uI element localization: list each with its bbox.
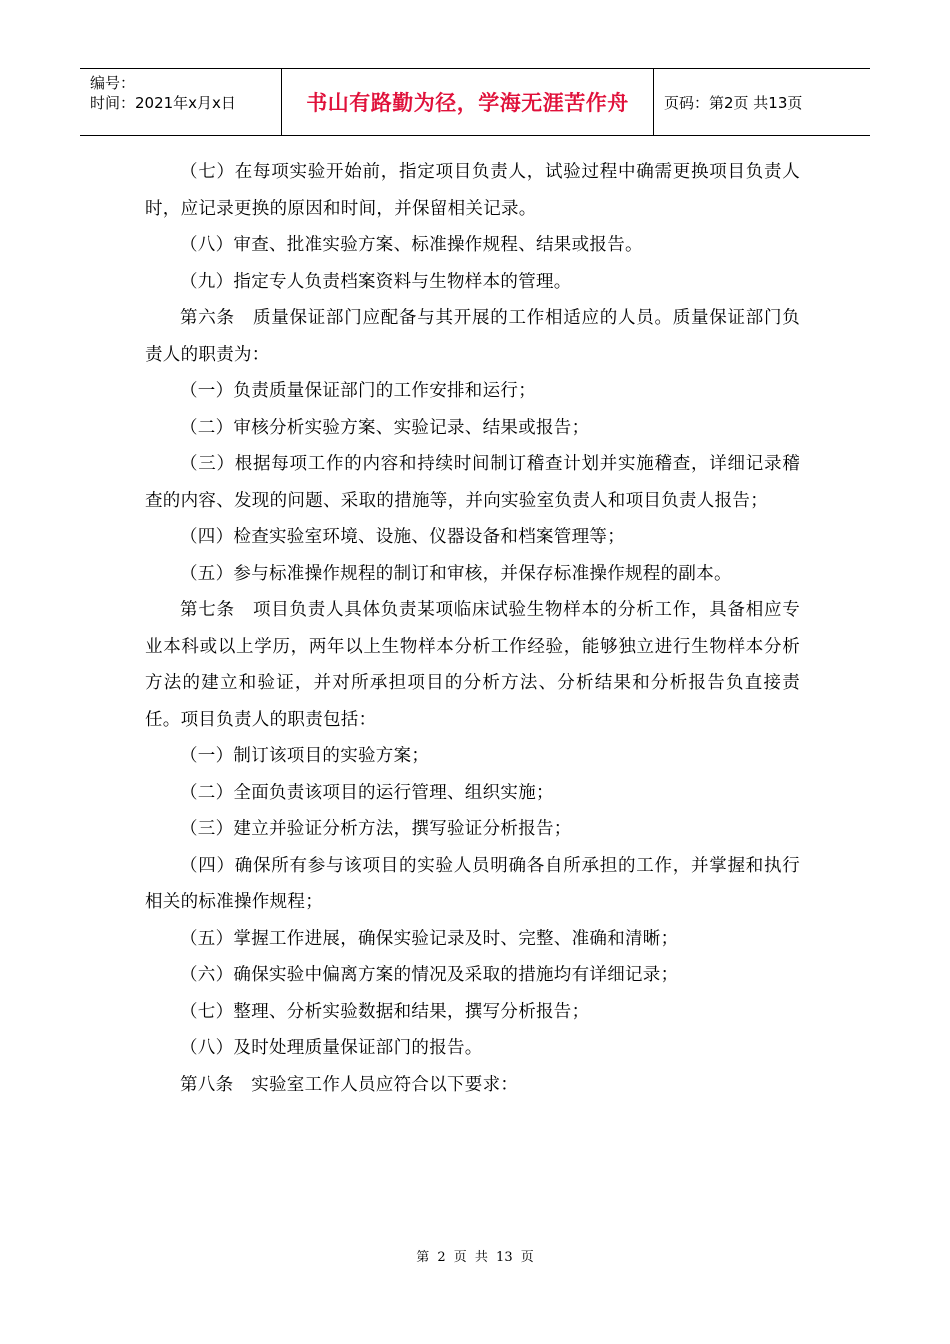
paragraph: （七）整理、分析实验数据和结果，撰写分析报告； (180, 1001, 590, 1022)
paragraph: （六）确保实验中偏离方案的情况及采取的措施均有详细记录； (180, 965, 679, 985)
paragraph: （五）参与标准操作规程的制订和审核，并保存标准操作规程的副本。 (180, 563, 732, 584)
paragraph: （九）指定专人负责档案资料与生物样本的管理。 (180, 271, 572, 292)
document-date: 时间：2021年x月x日 (90, 94, 236, 112)
document-body (145, 154, 800, 1103)
paragraph: （一）负责质量保证部门的工作安排和运行； (180, 381, 536, 401)
paragraph: （三）建立并验证分析方法，撰写验证分析报告； (180, 819, 572, 839)
header-motto: 书山有路勤为径，学海无涯苦作舟 (282, 69, 654, 135)
paragraph: （一）制订该项目的实验方案； (180, 746, 430, 766)
page-footer: 第 2 页 共 13 页 (416, 1250, 534, 1265)
header-meta (80, 69, 282, 135)
paragraph: 第八条 实验室工作人员应符合以下要求： (180, 1074, 519, 1095)
document-code-label: 编号： (90, 74, 136, 92)
paragraph: （五）掌握工作进展，确保实验记录及时、完整、准确和清晰； (180, 928, 679, 949)
paragraph: （四）确保所有参与该项目的实验人员明确各自所承担的工作，并掌握和执行相关的标准操作规程； (145, 855, 800, 912)
header-page-info: 页码：第2页 共13页 (664, 93, 803, 112)
paragraph: （二）审核分析实验方案、实验记录、结果或报告； (180, 417, 590, 438)
paragraph: （三）根据每项工作的内容和持续时间制订稽查计划并实施稽查，详细记录稽查的内容、发现的问题、采取的措施等，并向实验室负责人和项目负责人报告； (145, 454, 800, 511)
paragraph: （四）检查实验室环境、设施、仪器设备和档案管理等； (180, 527, 625, 547)
paragraph: 第六条 质量保证部门应配备与其开展的工作相适应的人员。质量保证部门负责人的职责为： (145, 308, 800, 365)
paragraph: （八）审查、批准实验方案、标准操作规程、结果或报告。 (180, 235, 643, 255)
paragraph: （二）全面负责该项目的运行管理、组织实施； (180, 782, 554, 803)
paragraph: 第七条 项目负责人具体负责某项临床试验生物样本的分析工作，具备相应专业本科或以上学历，两年以上生物样本分析工作经验，能够独立进行生物样本分析方法的建立和验证，并对所承担项目的分析方法、分析结果和分析报告负直接责任。项目负责人的职责包括： (145, 600, 800, 730)
paragraph: （七）在每项实验开始前，指定项目负责人，试验过程中确需更换项目负责人时，应记录更换的原因和时间，并保留相关记录。 (145, 162, 800, 219)
page-header (80, 68, 870, 136)
paragraph: （八）及时处理质量保证部门的报告。 (180, 1038, 483, 1058)
